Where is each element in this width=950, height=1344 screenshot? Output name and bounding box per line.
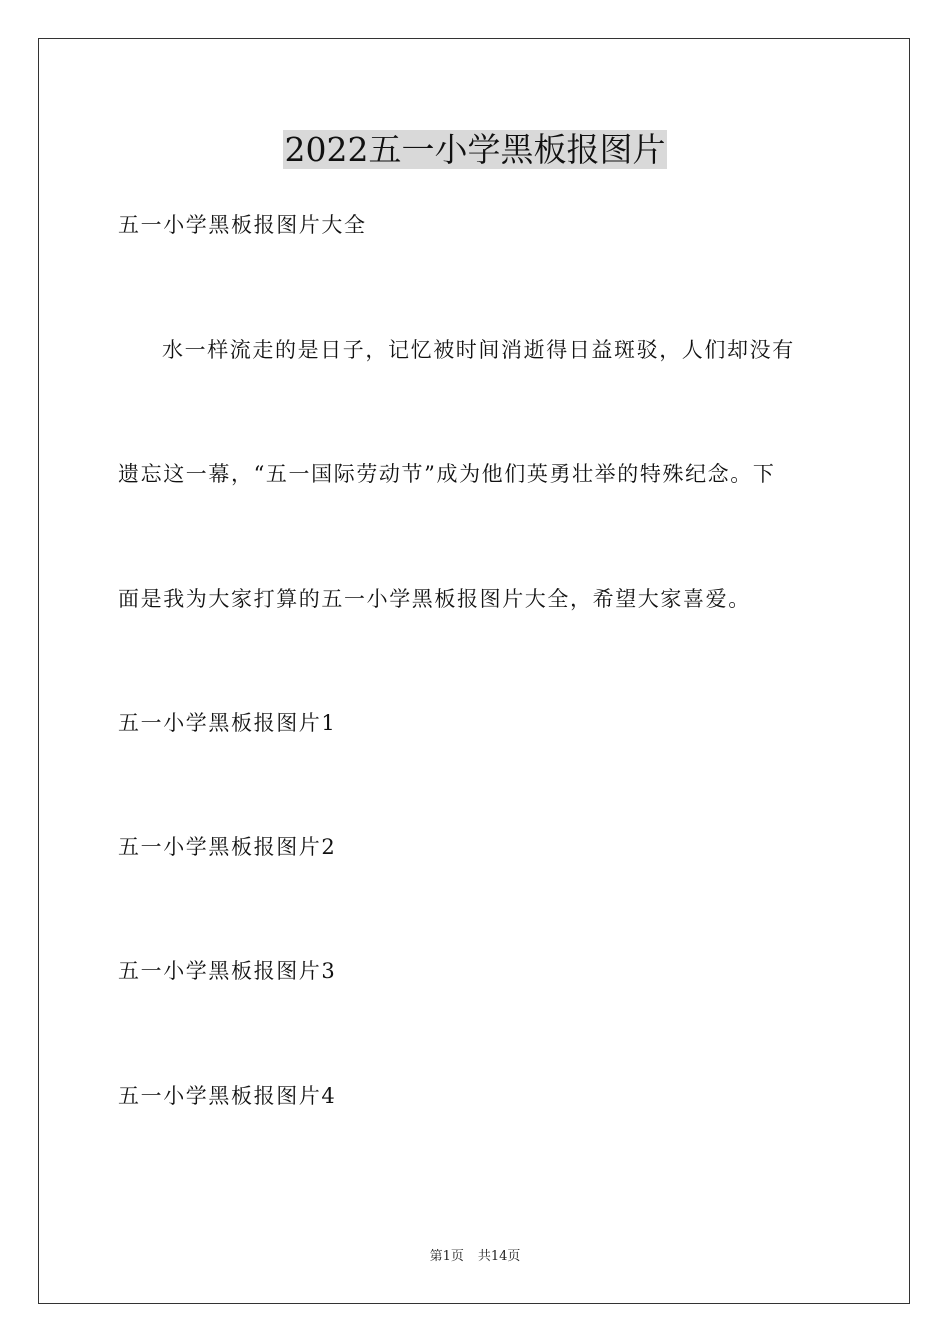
list-item: 五一小学黑板报图片3 bbox=[118, 959, 337, 983]
list-item: 五一小学黑板报图片2 bbox=[118, 835, 337, 859]
document-title bbox=[0, 128, 950, 172]
page-footer bbox=[0, 1248, 950, 1266]
paragraph-line: 面是我为大家打算的五一小学黑板报图片大全，希望大家喜爱。 bbox=[118, 587, 751, 611]
page-total: 共14页 bbox=[477, 1249, 521, 1264]
paragraph-line: 水一样流走的是日子，记忆被时间消逝得日益斑驳，人们却没有 bbox=[162, 338, 795, 362]
list-item: 五一小学黑板报图片1 bbox=[118, 711, 337, 735]
list-item: 五一小学黑板报图片4 bbox=[118, 1084, 337, 1108]
document-subtitle: 五一小学黑板报图片大全 bbox=[118, 213, 367, 237]
paragraph-line: 遗忘这一幕，“五一国际劳动节”成为他们英勇壮举的特殊纪念。下 bbox=[118, 462, 776, 486]
page-number: 第1页 bbox=[429, 1249, 464, 1264]
document-title-text: 2022五一小学黑板报图片 bbox=[284, 130, 666, 169]
